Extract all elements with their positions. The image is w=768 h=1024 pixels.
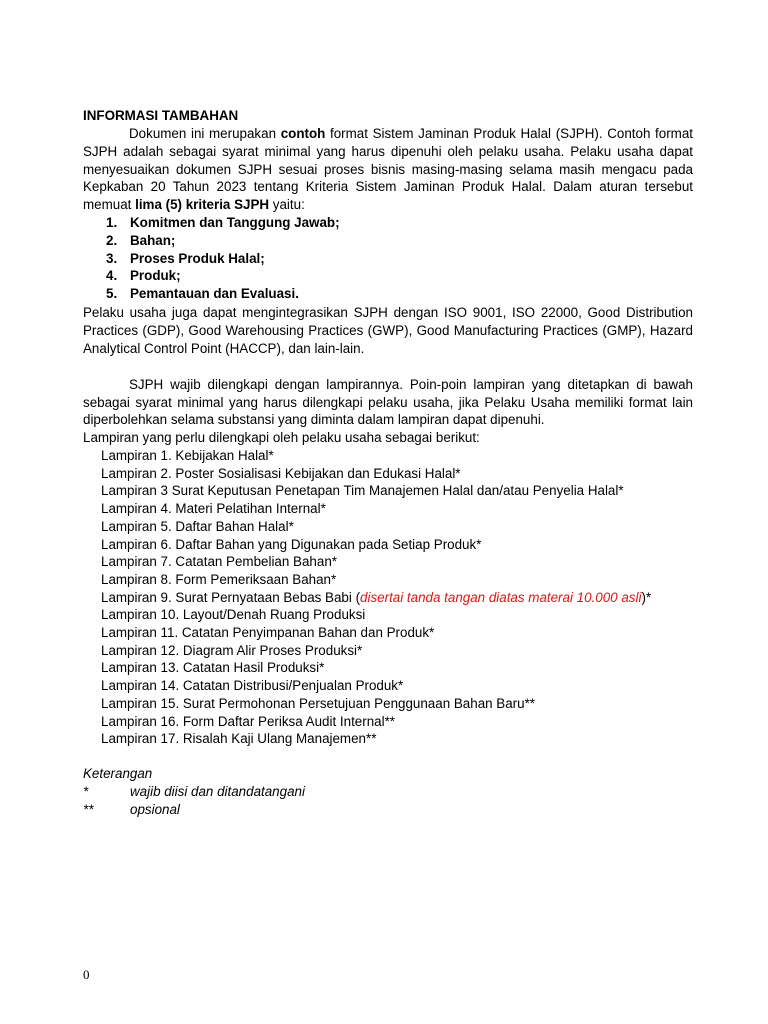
intro-bold-1: contoh	[280, 126, 326, 141]
criteria-label: Produk;	[130, 268, 181, 284]
criteria-label: Komitmen dan Tanggung Jawab;	[130, 214, 340, 230]
criteria-number: 1.	[106, 214, 118, 230]
document-page	[83, 108, 693, 819]
attachment-item-9	[101, 589, 693, 607]
attachment-item: Lampiran 14. Catatan Distribusi/Penjualan Produk*	[101, 678, 404, 694]
criteria-item	[83, 214, 693, 232]
attachment-list	[83, 447, 693, 748]
criteria-label: Bahan;	[130, 232, 176, 248]
note-text: wajib diisi dan ditandatangani	[130, 784, 305, 799]
intro-text-1: Dokumen ini merupakan	[129, 126, 281, 141]
criteria-list	[83, 214, 693, 303]
attachment-item: Lampiran 13. Catatan Hasil Produksi*	[101, 660, 325, 676]
note-row	[83, 801, 693, 819]
attachments-lead: Lampiran yang perlu dilengkapi oleh pelaku usaha sebagai berikut:	[83, 430, 480, 446]
intro-text-3: yaitu:	[269, 197, 305, 213]
attachment-item: Lampiran 4. Materi Pelatihan Internal*	[101, 501, 326, 517]
criteria-item	[83, 250, 693, 268]
criteria-number: 5.	[106, 286, 118, 302]
attachment-item: Lampiran 16. Form Daftar Periksa Audit Internal**	[101, 713, 395, 729]
attachments-intro-paragraph: SJPH wajib dilengkapi dengan lampirannya. Poin-poin lampiran yang ditetapkan di bawah sebagai syarat minimal yang harus dilengkapi pelaku usaha, jika Pelaku Usaha memiliki format lain diperbolehkan selama substansi yang diminta dalam lampiran dapat dipenuhi.	[83, 376, 693, 428]
attachment-item: Lampiran 15. Surat Permohonan Persetujuan Penggunaan Bahan Baru**	[101, 695, 536, 711]
attachment-item: Lampiran 7. Catatan Pembelian Bahan*	[101, 554, 337, 570]
attachment-9-red-note: disertai tanda tangan diatas materai 10.000 asli	[360, 589, 642, 605]
section-heading: INFORMASI TAMBAHAN	[83, 108, 239, 123]
page-number: 0	[83, 967, 90, 982]
note-text: opsional	[130, 802, 180, 817]
note-symbol: **	[83, 802, 94, 817]
attachment-item: Lampiran 17. Risalah Kaji Ulang Manajemen**	[101, 731, 377, 747]
attachment-item: Lampiran 1. Kebijakan Halal*	[101, 448, 274, 464]
attachment-item: Lampiran 8. Form Pemeriksaan Bahan*	[101, 571, 337, 587]
criteria-item	[83, 232, 693, 250]
attachment-9-suffix: )*	[641, 589, 652, 605]
criteria-item	[83, 267, 693, 285]
criteria-number: 3.	[106, 250, 118, 266]
notes-section	[83, 765, 693, 819]
blank-line	[83, 357, 693, 375]
attachment-item: Lampiran 3 Surat Keputusan Penetapan Tim Manajemen Halal dan/atau Penyelia Halal*	[101, 483, 624, 499]
attachment-item: Lampiran 12. Diagram Alir Proses Produksi*	[101, 642, 363, 658]
integration-paragraph: Pelaku usaha juga dapat mengintegrasikan SJPH dengan ISO 9001, ISO 22000, Good Distribution Practices (GDP), Good Warehousing Practices (GWP), Good Manufacturing Practices (GMP), Hazard Analytical Control Point (HACCP), dan lain-lain.	[83, 304, 693, 356]
criteria-label: Pemantauan dan Evaluasi.	[130, 286, 299, 302]
note-symbol: *	[83, 784, 89, 799]
attachment-item: Lampiran 11. Catatan Penyimpanan Bahan dan Produk*	[101, 625, 435, 641]
attachment-9-text: Lampiran 9. Surat Pernyataan Bebas Babi (	[101, 589, 361, 605]
criteria-number: 2.	[106, 232, 118, 248]
attachment-item: Lampiran 2. Poster Sosialisasi Kebijakan dan Edukasi Halal*	[101, 465, 461, 481]
intro-text-2: format Sistem Jaminan Produk Halal (SJPH). Contoh format SJPH adalah sebagai syarat minimal yang harus dipenuhi oleh pelaku usaha. Pelaku usaha dapat menyesuaikan dokumen SJPH sesuai proses bisnis masing-masing selama masih mengacu pada Kepkaban 20 Tahun 2023 tentang Kriteria Sistem Jaminan Produk Halal. Dalam aturan tersebut memuat	[83, 126, 693, 213]
notes-title: Keterangan	[83, 766, 153, 781]
criteria-label: Proses Produk Halal;	[130, 250, 265, 266]
intro-bold-2: lima (5) kriteria SJPH	[135, 197, 270, 213]
note-row	[83, 783, 693, 801]
attachment-item: Lampiran 10. Layout/Denah Ruang Produksi	[101, 607, 366, 623]
criteria-number: 4.	[106, 268, 118, 284]
criteria-item	[83, 285, 693, 303]
attachment-item: Lampiran 6. Daftar Bahan yang Digunakan pada Setiap Produk*	[101, 536, 482, 552]
intro-paragraph	[83, 125, 693, 214]
attachment-item: Lampiran 5. Daftar Bahan Halal*	[101, 518, 294, 534]
